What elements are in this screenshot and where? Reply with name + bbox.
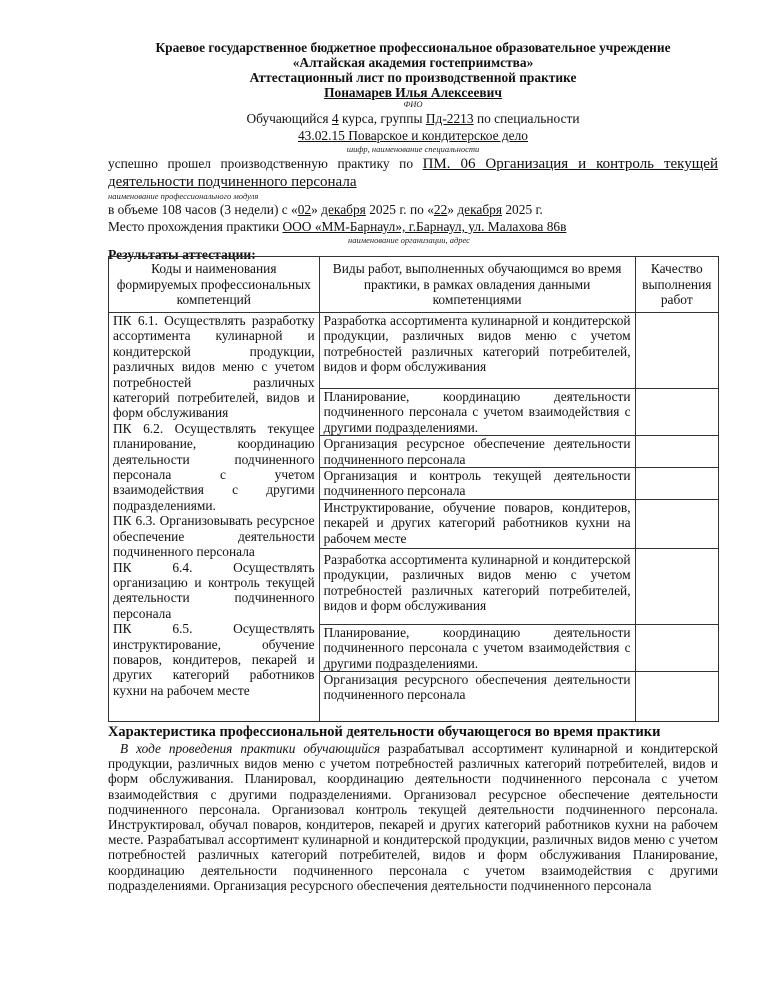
competencies-cell <box>109 313 320 722</box>
document-title: Аттестационный лист по производственной практике <box>249 70 577 85</box>
quality-cell[interactable] <box>635 313 718 389</box>
start-month: декабря <box>321 202 366 217</box>
course-prefix: Обучающийся <box>246 111 329 126</box>
work-item: Организация и контроль текущей деятельности подчиненного персонала <box>319 468 635 500</box>
course-number: 4 <box>331 111 339 126</box>
document-header <box>108 40 718 263</box>
start-year-text: 2025 г. по « <box>365 202 434 217</box>
table-row <box>109 313 719 389</box>
student-name-line <box>108 85 718 100</box>
place-label: Место прохождения практики <box>108 219 280 234</box>
module-caption: наименование профессионального модуля <box>108 191 259 201</box>
end-day: 22 <box>433 202 448 217</box>
quality-cell[interactable] <box>635 624 718 671</box>
work-item: Планирование, координацию деятельности подчиненного персонала с учетом взаимодействия с другими подразделениями. <box>319 624 635 671</box>
column-header-works: Виды работ, выполненных обучающимся во время практики, в рамках овладения данными компетенциями <box>319 257 635 313</box>
end-year-text: 2025 г. <box>502 202 543 217</box>
practice-module-line1 <box>108 155 718 173</box>
competency-pk-6-3: ПК 6.3. Организовывать ресурсное обеспечение деятельности подчиненного персонала <box>113 513 315 560</box>
work-item: Организация ресурсное обеспечение деятельности подчиненного персонала <box>319 436 635 468</box>
quality-cell[interactable] <box>635 499 718 548</box>
quality-cell[interactable] <box>635 436 718 468</box>
competency-pk-6-2: ПК 6.2. Осуществлять текущее планирование, координацию деятельности подчиненного персонала с учетом взаимодействия с другими подразделениями. <box>113 420 315 513</box>
characteristic-title: Характеристика профессиональной деятельности обучающегося во время практики <box>108 724 661 740</box>
practice-module-line2 <box>108 173 718 191</box>
course-label: курса, группы <box>341 111 423 126</box>
attestation-results-table <box>108 256 719 722</box>
competency-pk-6-4: ПК 6.4. Осуществлять организацию и контроль текущей деятельности подчиненного персонала <box>113 559 315 621</box>
competency-pk-6-1: ПК 6.1. Осуществлять разработку ассортимента кулинарной и кондитерской продукции, различных видов меню с учетом потребностей различных категорий потребителей, видов и форм обслуживания <box>113 313 315 421</box>
work-item: Организация ресурсного обеспечения деятельности подчиненного персонала <box>319 672 635 722</box>
student-name: Понамарев Илья Алексеевич <box>324 85 502 100</box>
characteristic-body <box>108 741 718 893</box>
competency-pk-6-5: ПК 6.5. Осуществлять инструктирование, обучение поваров, кондитеров, пекарей и других категорий работников кухни на рабочем месте <box>113 621 315 698</box>
quality-cell[interactable] <box>635 389 718 436</box>
work-item: Разработка ассортимента кулинарной и кондитерской продукции, различных видов меню с учетом потребностей различных категорий потребителей, видов и форм обслуживания <box>319 313 635 389</box>
table-header-row <box>109 257 719 313</box>
work-item: Инструктирование, обучение поваров, кондитеров, пекарей и других категорий работников кухни на рабочем месте <box>319 499 635 548</box>
volume-text: в объеме 108 часов (3 недели) с « <box>108 202 298 217</box>
start-day: 02 <box>297 202 312 217</box>
column-header-competencies: Коды и наименования формируемых профессиональных компетенций <box>109 257 320 313</box>
student-course-group-line <box>108 110 718 127</box>
end-month: декабря <box>457 202 503 217</box>
specialty-caption: шифр, наименование специальности <box>346 144 480 154</box>
specialty-label: по специальности <box>476 111 580 126</box>
characteristic-text: разрабатывал ассортимент кулинарной и кондитерской продукции, различных видов меню с учетом потребностей различных категорий потребителей, видов и форм обслуживания. Планировал, координацию деятельности подчиненного персонала с учетом взаимодействия с другими подразделениями. Организовал ресурсное обеспечение деятельности подчиненного персонала. Организовал контроль текущей деятельности подчиненного персонала. Инструктировал, обучал поваров, кондитеров, пекарей и других категорий работников кухни на рабочем месте. Разрабатывал ассортимент кулинарной и кондитерской продукции, различных видов меню с учетом потребностей различных категорий потребителей, видов и форм обслуживания Планирование, координацию деятельности подчиненного персонала с учетом взаимодействия с другими подразделениями. Организация ресурсного обеспечения деятельности подчиненного персонала <box>108 741 718 893</box>
module-name-part2: деятельности подчиненного персонала <box>108 174 357 190</box>
practice-passed-text: успешно прошел производственную практику по <box>108 156 414 171</box>
specialty-line <box>108 127 718 144</box>
results-title: Результаты аттестации: <box>108 247 256 262</box>
specialty-value: 43.02.15 Поварское и кондитерское дело <box>297 128 528 143</box>
quality-cell[interactable] <box>635 548 718 624</box>
group-code: Пд-2213 <box>425 111 474 126</box>
institution-name-line1: Краевое государственное бюджетное профессиональное образовательное учреждение <box>155 40 671 55</box>
quality-cell[interactable] <box>635 468 718 500</box>
column-header-quality: Качество выполнения работ <box>635 257 718 313</box>
quality-cell[interactable] <box>635 672 718 722</box>
module-name-part1: ПМ. 06 Организация и контроль текущей <box>422 156 718 172</box>
place-caption: наименование организации, адрес <box>348 235 470 245</box>
characteristic-intro: В ходе проведения практики обучающийся <box>120 741 381 756</box>
practice-place-line <box>108 218 718 235</box>
practice-period-line: в объеме 108 часов (3 недели) с «02» декабря 2025 г. по «22» декабря 2025 г. <box>108 202 543 217</box>
work-item: Планирование, координацию деятельности подчиненного персонала с учетом взаимодействия с другими подразделениями. <box>319 389 635 436</box>
institution-name-line2: «Алтайская академия гостеприимства» <box>292 55 534 70</box>
place-value: ООО «ММ-Барнаул», г.Барнаул, ул. Малахова 86в <box>282 219 567 234</box>
student-name-caption: ФИО <box>403 99 423 109</box>
work-item: Разработка ассортимента кулинарной и кондитерской продукции, различных видов меню с учетом потребностей различных категорий потребителей, видов и форм обслуживания <box>319 548 635 624</box>
